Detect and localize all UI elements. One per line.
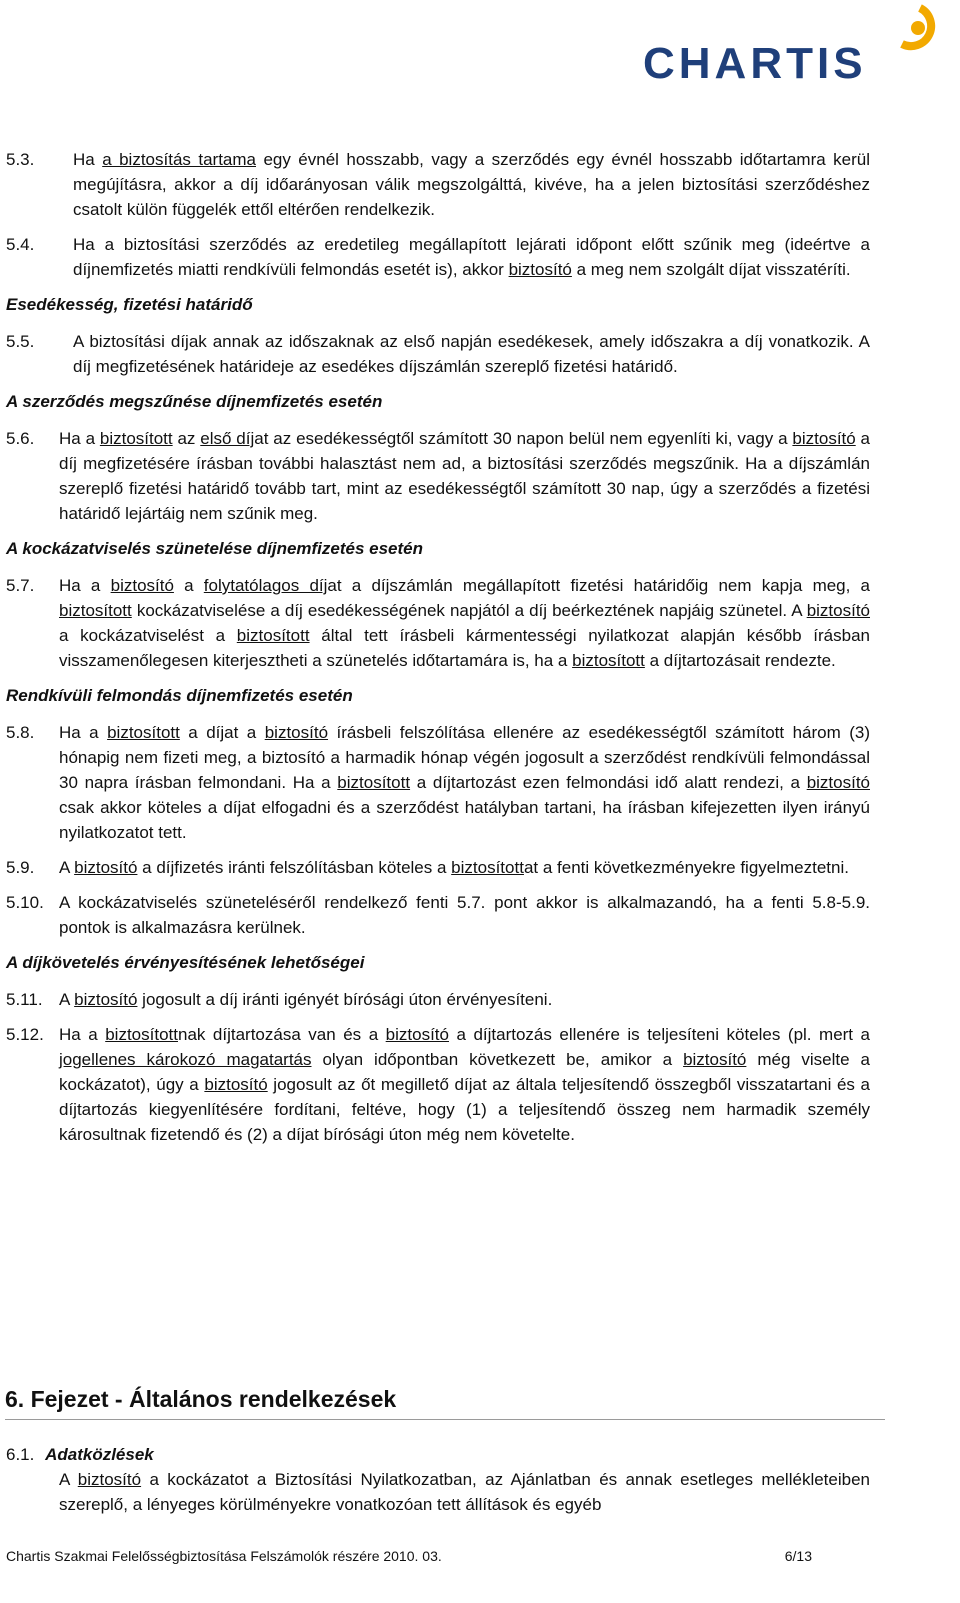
section-heading: Rendkívüli felmondás díjnemfizetés esetén bbox=[6, 686, 353, 705]
logo-sun-icon bbox=[880, 0, 940, 60]
numbered-paragraph bbox=[6, 426, 870, 526]
section-6-1-title-line bbox=[6, 1442, 870, 1467]
text-run: Ha a bbox=[59, 1025, 106, 1044]
text-run: olyan időpontban következett be, amikor a bbox=[311, 1050, 684, 1069]
text-run: at az esedékességtől számított 30 napon belül nem egyenlíti ki, vagy a bbox=[254, 429, 793, 448]
section-group bbox=[6, 426, 870, 526]
text-run: Ha a bbox=[59, 429, 100, 448]
text-run: csak akkor köteles a díjat elfogadni és a szerződést hatályban tartani, ha írásban kifejezetten ilyen irányú nyilatkozatot tett. bbox=[59, 798, 870, 842]
section-heading: A szerződés megszűnése díjnemfizetés esetén bbox=[6, 392, 383, 411]
text-run: egy évnél hosszabb, vagy a szerződés egy évnél hosszabb időtartamra kerül megújításra, akkor a díj időarányosan válik megszolgálttá, kivéve, ha a jelen biztosítási szerződéshez csatolt külön függelék ettől eltérően rendelkezik. bbox=[73, 150, 870, 219]
paragraph-number: 5.12. bbox=[6, 1025, 44, 1044]
text-run: még viselte a kockázatot), úgy a bbox=[59, 1050, 870, 1094]
text-run: A bbox=[59, 1470, 78, 1489]
defined-term: biztosított bbox=[451, 858, 524, 877]
numbered-paragraph bbox=[6, 720, 870, 845]
text-run: a díjat a bbox=[179, 723, 265, 742]
section-heading: A kockázatviselés szünetelése díjnemfizetés esetén bbox=[6, 539, 424, 558]
text-run: Ha a biztosítási szerződés az eredetileg megállapított lejárati időpont előtt szűnik meg (ideértve a díjnemfizetés miatti rendkívüli felmondás esetét is), akkor bbox=[73, 235, 870, 279]
text-run: at a fenti következményekre figyelmeztetni. bbox=[523, 858, 849, 877]
section-heading: A díjkövetelés érvényesítésének lehetőségei bbox=[6, 953, 365, 972]
text-run: által tett írásbeli kármentességi nyilatkozat alapján később írásban visszamenőlegesen kiterjesztheti a szünetelés időtartamára is, ha a bbox=[59, 626, 870, 670]
text-run: at a díjszámlán megállapított fizetési határidőig nem kapja meg, a bbox=[327, 576, 871, 595]
paragraph-number: 5.11. bbox=[6, 990, 43, 1009]
paragraph-number: 5.7. bbox=[6, 576, 35, 595]
numbered-paragraph bbox=[6, 855, 870, 880]
chapter-title: 6. Fejezet - Általános rendelkezések bbox=[5, 1386, 885, 1420]
section-group bbox=[6, 147, 870, 282]
section-heading: Esedékesség, fizetési határidő bbox=[6, 295, 253, 314]
paragraph-number: 5.6. bbox=[6, 429, 35, 448]
paragraph-text bbox=[59, 426, 870, 526]
defined-term: biztosító bbox=[508, 260, 572, 279]
paragraph-text bbox=[73, 232, 870, 282]
section-number: 6.1. bbox=[6, 1445, 35, 1464]
defined-term: biztosított bbox=[59, 601, 132, 620]
paragraph-number: 5.5. bbox=[6, 332, 35, 351]
numbered-paragraph bbox=[6, 890, 870, 940]
text-run: kockázatviselése a díj esedékességének napjától a díj beérkeztének napjáig szünetel. A bbox=[131, 601, 807, 620]
text-run: a kockázatviselést a bbox=[59, 626, 237, 645]
defined-term: biztosító bbox=[204, 1075, 268, 1094]
paragraph-number: 5.10. bbox=[6, 893, 44, 912]
page-number: 6/13 bbox=[784, 1548, 812, 1564]
defined-term: biztosított bbox=[236, 626, 310, 645]
numbered-paragraph bbox=[6, 1022, 870, 1147]
text-run: jogosult a díj iránti igényét bírósági úton érvényesíteni. bbox=[137, 990, 553, 1009]
defined-term: folytatólagos díj bbox=[203, 576, 328, 595]
paragraph-number: 5.9. bbox=[6, 858, 35, 877]
defined-term: biztosító bbox=[792, 429, 856, 448]
numbered-paragraph bbox=[6, 329, 870, 379]
defined-term: a biztosítás tartama bbox=[102, 150, 256, 169]
defined-term: biztosított bbox=[107, 723, 180, 742]
document-body bbox=[6, 147, 870, 1157]
defined-term: biztosító bbox=[74, 990, 138, 1009]
numbered-paragraph bbox=[6, 573, 870, 673]
defined-term: biztosító bbox=[385, 1025, 449, 1044]
defined-term: biztosított bbox=[572, 651, 645, 670]
text-run: A kockázatviselés szüneteléséről rendelkező fenti 5.7. pont akkor is alkalmazandó, ha a fenti 5.8-5.9. pontok is alkalmazásra kerülnek. bbox=[59, 893, 870, 937]
page-footer bbox=[6, 1548, 812, 1564]
text-run: nak díjtartozása van és a bbox=[177, 1025, 386, 1044]
text-run: a díjfizetés iránti felszólításban köteles a bbox=[137, 858, 452, 877]
text-run: a díjtartozásait rendezte. bbox=[644, 651, 836, 670]
paragraph-number: 5.3. bbox=[6, 150, 35, 169]
text-run: a bbox=[173, 576, 204, 595]
defined-term: biztosító bbox=[264, 723, 329, 742]
section-group bbox=[6, 329, 870, 379]
section-group bbox=[6, 720, 870, 940]
numbered-paragraph bbox=[6, 987, 870, 1012]
logo-text: CHARTIS bbox=[643, 39, 867, 88]
paragraph-text bbox=[73, 329, 870, 379]
text-run: A bbox=[59, 990, 75, 1009]
defined-term: biztosító bbox=[110, 576, 174, 595]
text-run: a kockázatot a Biztosítási Nyilatkozatban, az Ajánlatban és annak esetleges mellékleteiben szereplő, a lényeges körülményekre vonatkozóan tett állítások és egyéb bbox=[59, 1470, 870, 1514]
numbered-paragraph bbox=[6, 232, 870, 282]
defined-term: biztosító bbox=[74, 858, 138, 877]
defined-term: első díj bbox=[200, 429, 255, 448]
text-run: Ha bbox=[73, 150, 103, 169]
defined-term: biztosító bbox=[806, 773, 870, 792]
numbered-paragraph bbox=[6, 147, 870, 222]
defined-term: biztosító bbox=[77, 1470, 142, 1489]
text-run: az bbox=[172, 429, 201, 448]
defined-term: jogellenes károkozó magatartás bbox=[59, 1050, 312, 1069]
chartis-logo bbox=[640, 0, 940, 90]
text-run: a díjtartozást ezen felmondási idő alatt rendezi, a bbox=[410, 773, 807, 792]
section-title: Adatközlések bbox=[45, 1445, 154, 1464]
section-6-1 bbox=[6, 1442, 870, 1517]
defined-term: biztosított bbox=[105, 1025, 178, 1044]
text-run: A biztosítási díjak annak az időszaknak az első napján esedékesek, amely időszakra a díj vonatkozik. A díj megfizetésének határideje az esedékes díjszámlán szereplő fizetési határidő. bbox=[73, 332, 870, 376]
defined-term: biztosító bbox=[806, 601, 870, 620]
paragraph-text bbox=[59, 1022, 870, 1147]
paragraph-number: 5.8. bbox=[6, 723, 35, 742]
paragraph-text bbox=[59, 573, 870, 673]
paragraph-text bbox=[59, 720, 870, 845]
defined-term: biztosított bbox=[99, 429, 173, 448]
paragraph-text bbox=[73, 147, 870, 222]
text-run: a díjtartozás ellenére is teljesíteni köteles (pl. mert a bbox=[448, 1025, 871, 1044]
section-text bbox=[6, 1467, 870, 1517]
footer-document-title: Chartis Szakmai Felelősségbiztosítása Felszámolók részére 2010. 03. bbox=[6, 1548, 442, 1564]
paragraph-text bbox=[59, 987, 870, 1012]
defined-term: biztosított bbox=[337, 773, 411, 792]
text-run: Ha a bbox=[59, 576, 111, 595]
text-run: a meg nem szolgált díjat visszatéríti. bbox=[571, 260, 851, 279]
section-group bbox=[6, 573, 870, 673]
paragraph-number: 5.4. bbox=[6, 235, 35, 254]
section-group bbox=[6, 987, 870, 1147]
text-run: a díj megfizetésére írásban további halasztást nem ad, a biztosítási szerződés megszűnik. Ha a díjszámlán szereplő fizetési határidő tovább tart, mint az esedékességtől számított 30 nap, úgy a szerződés a fizetési határidő lejártáig nem szűnik meg. bbox=[59, 429, 871, 523]
text-run: Ha a bbox=[59, 723, 108, 742]
text-run: jogosult az őt megillető díjat az általa teljesítendő összegből visszatartani és a díjtartozás kiegyenlítésére fordítani, feltéve, hogy (1) a teljesítendő összeg nem harmadik személy károsultnak fizetendő és (2) a díjat bírósági úton még nem követelte. bbox=[59, 1075, 870, 1144]
paragraph-text bbox=[59, 890, 870, 940]
paragraph-text bbox=[59, 855, 870, 880]
defined-term: biztosító bbox=[683, 1050, 747, 1069]
text-run: A bbox=[59, 858, 75, 877]
text-run: írásbeli felszólítása ellenére az esedékességtől számított három (3) hónapig nem fizeti meg, a biztosító a harmadik hónap végén jogosult a szerződést rendkívüli felmondással 30 napra írásban felmondani. Ha a bbox=[59, 723, 870, 792]
